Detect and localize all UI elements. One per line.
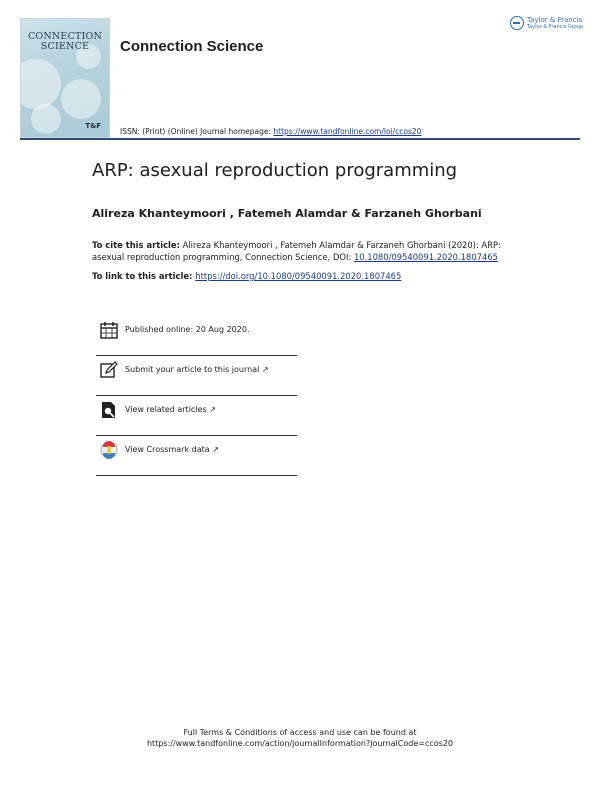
related-articles-label: View related articles ↗ bbox=[125, 405, 216, 414]
crossmark-label: View Crossmark data ↗ bbox=[125, 445, 219, 454]
article-authors: Alireza Khanteymoori , Fatemeh Alamdar & Farzaneh Ghorbani bbox=[92, 207, 482, 220]
cover-title: CONNECTION SCIENCE bbox=[27, 31, 103, 52]
journal-homepage-link[interactable]: https://www.tandfonline.com/loi/ccos20 bbox=[273, 127, 422, 136]
taylor-francis-logo: Taylor & Francis Taylor & Francis Group bbox=[510, 16, 583, 30]
footer-terms-url[interactable]: https://www.tandfonline.com/action/journalInformation?journalCode=ccos20 bbox=[146, 739, 453, 748]
journal-cover-image bbox=[20, 18, 110, 138]
external-link-icon: ↗ bbox=[209, 405, 216, 414]
submit-article-link[interactable] bbox=[96, 356, 297, 396]
crossmark-icon bbox=[100, 441, 118, 459]
published-online-item bbox=[96, 316, 297, 356]
footer bbox=[0, 727, 600, 749]
related-articles-link[interactable] bbox=[96, 396, 297, 436]
cover-publisher-logo: T&F bbox=[85, 122, 101, 130]
external-link-icon: ↗ bbox=[261, 365, 269, 374]
calendar-icon bbox=[100, 321, 118, 339]
journal-name: Connection Science bbox=[120, 38, 264, 55]
doi-link[interactable]: 10.1080/09540091.2020.1807465 bbox=[353, 251, 498, 262]
logo-mark-icon bbox=[510, 16, 524, 30]
header-divider bbox=[20, 138, 580, 140]
article-actions-list bbox=[96, 316, 297, 476]
issn-line: ISSN: (Print) (Online) Journal homepage: https://www.tandfonline.com/loi/ccos20 bbox=[120, 127, 422, 136]
footer-terms-text: Full Terms & Conditions of access and use can be found at bbox=[183, 728, 417, 737]
crossmark-link[interactable] bbox=[96, 436, 297, 476]
search-document-icon bbox=[100, 401, 118, 419]
citation: To cite this article: Alireza Khanteymoori , Fatemeh Alamdar & Farzaneh Ghorbani (2020): ARP: asexual reproduction programming, Connection Science, DOI: 10.1080/09540091.2020.1807465 bbox=[92, 240, 501, 262]
article-doi-url[interactable]: https://doi.org/10.1080/09540091.2020.1807465 bbox=[195, 271, 402, 281]
article-title: ARP: asexual reproduction programming bbox=[92, 160, 458, 181]
edit-icon bbox=[100, 361, 118, 379]
external-link-icon: ↗ bbox=[212, 445, 219, 454]
article-link-line: To link to this article: https://doi.org/10.1080/09540091.2020.1807465 bbox=[92, 271, 402, 281]
submit-article-label: Submit your article to this journal ↗ bbox=[125, 365, 269, 374]
published-online-label: Published online: 20 Aug 2020. bbox=[125, 325, 250, 334]
